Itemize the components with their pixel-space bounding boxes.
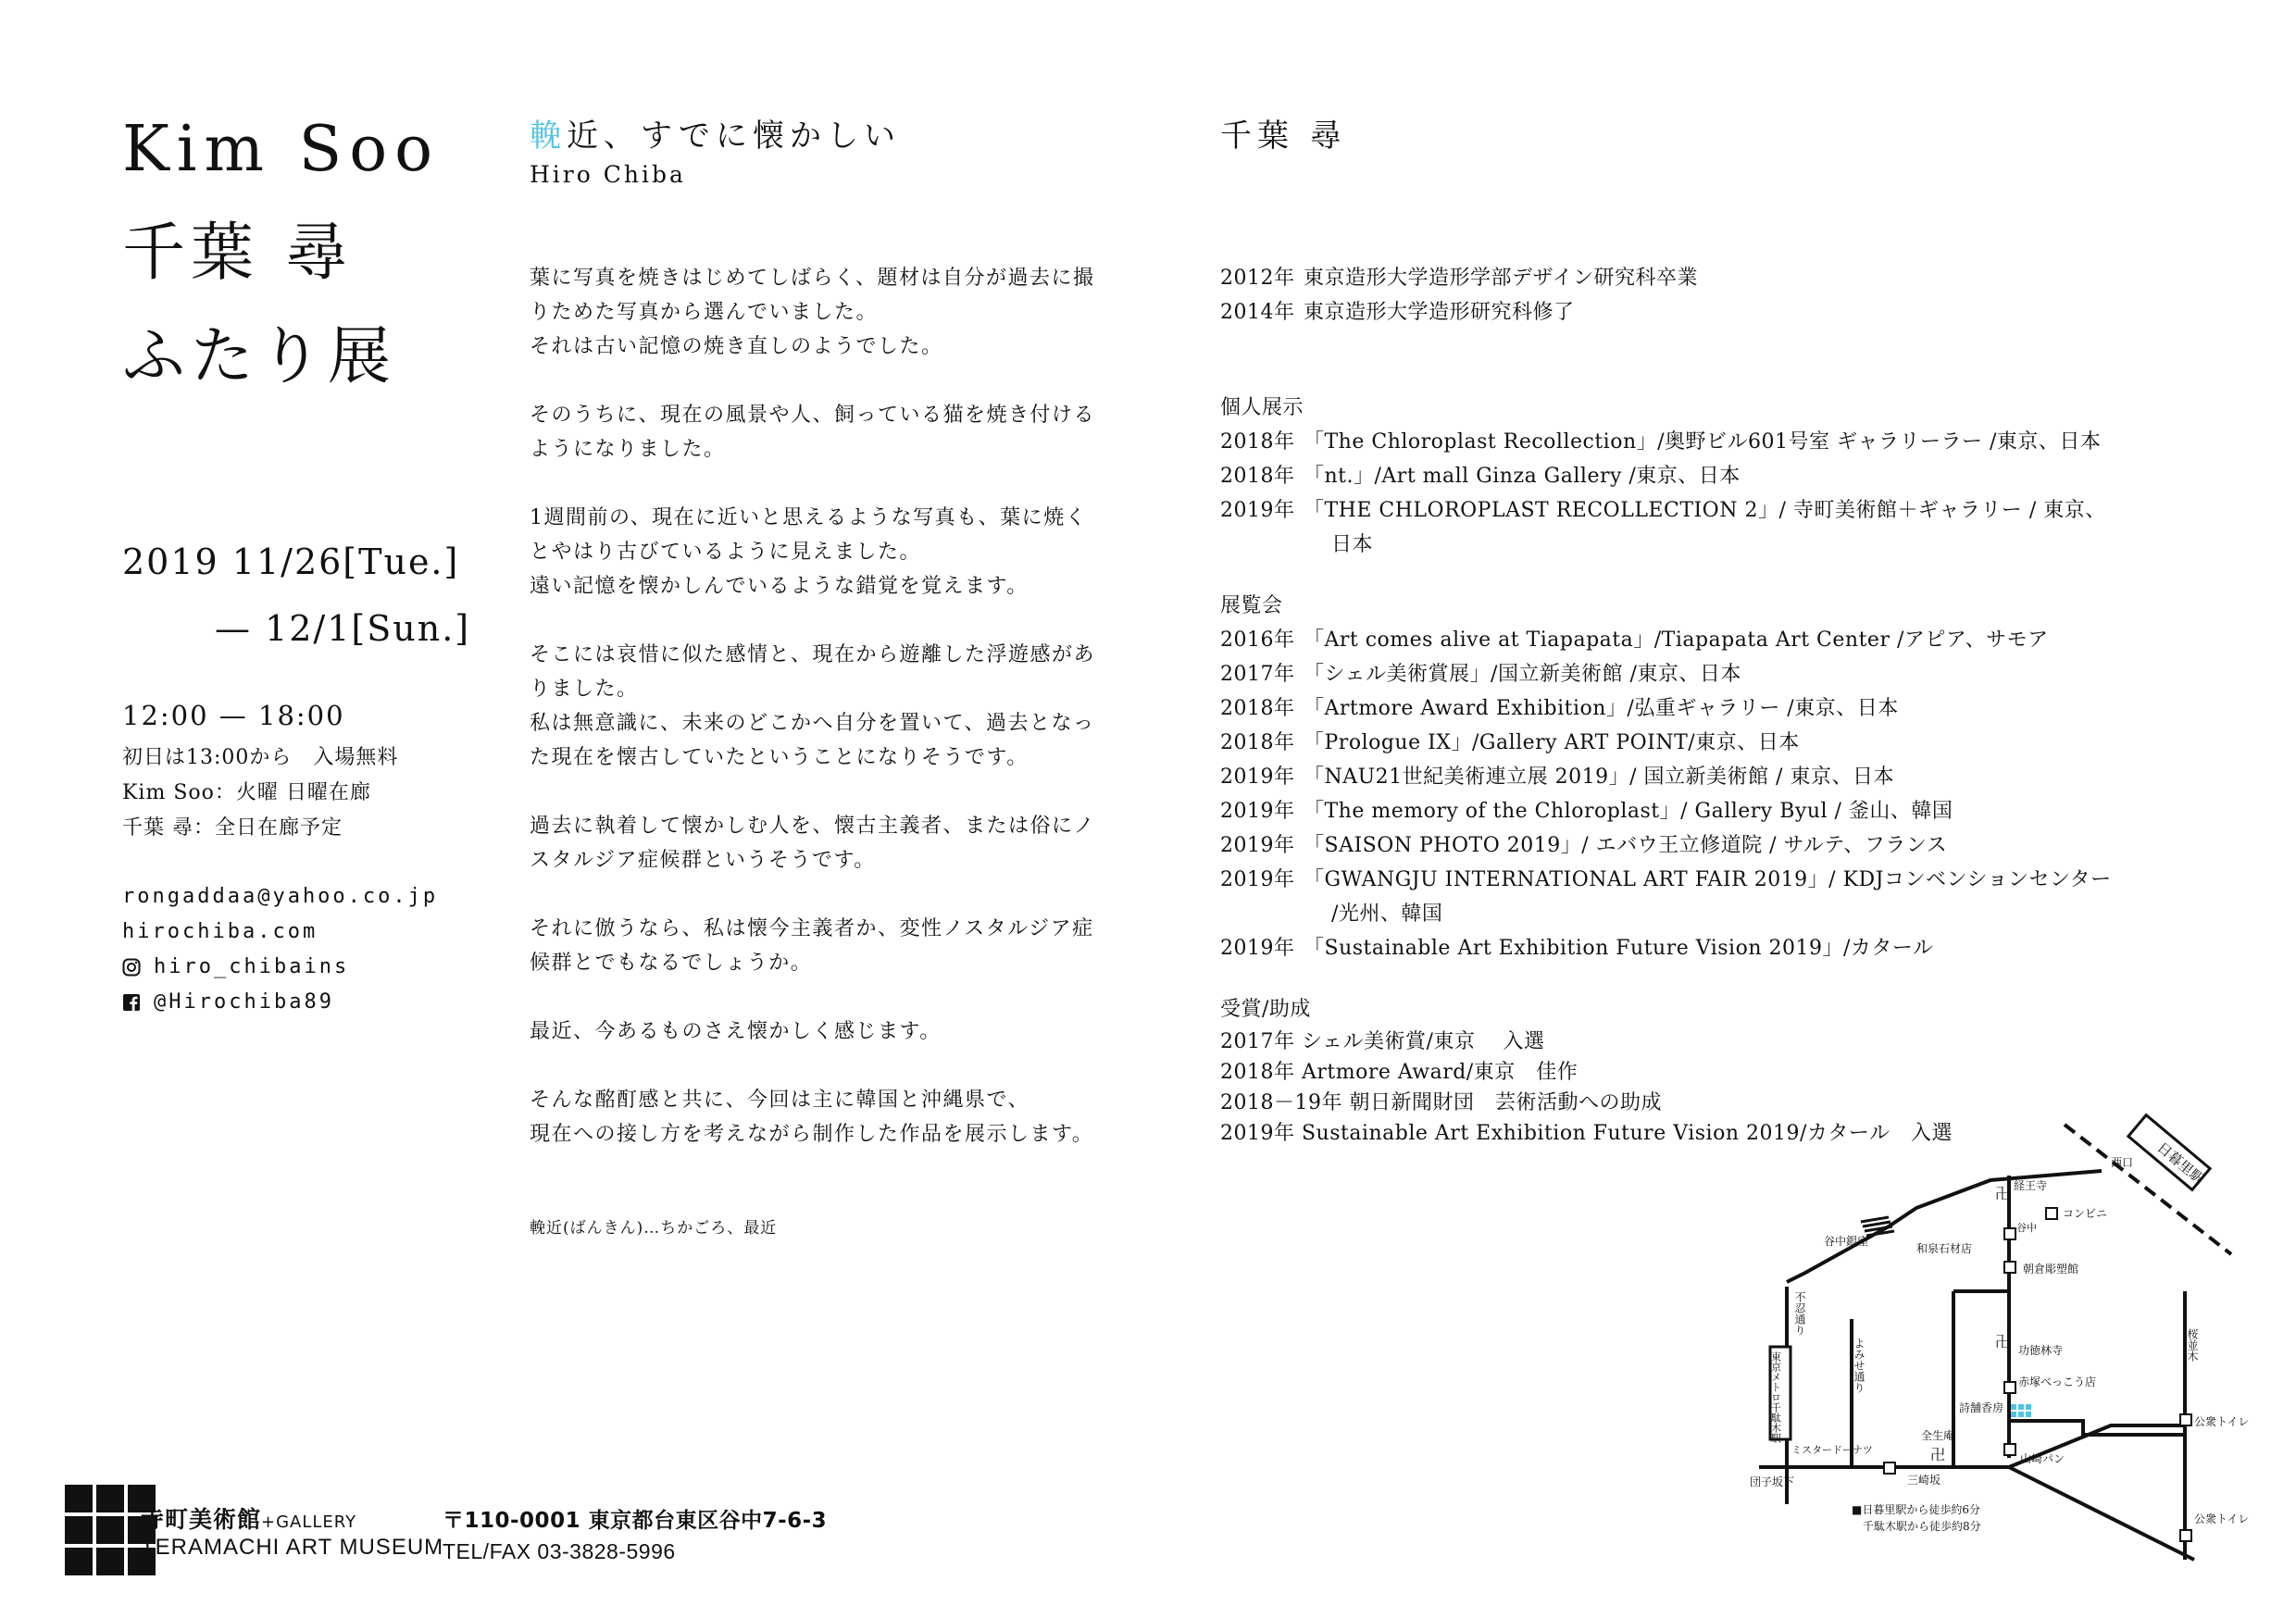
cv-entry: 2012年 東京造形大学造形学部デザイン研究科卒業 [1220, 267, 1698, 290]
essay-paragraph-5: 過去に執着して懐かしむ人を、懐古主義者、または俗にノ スタルジア症候群というそうです。 [530, 815, 1096, 872]
cv-entry: 2019年 「NAU21世紀美術連立展 2019」/ 国立新美術館 / 東京、日本 [1220, 765, 1894, 789]
svg-text:全生庵: 全生庵 [1921, 1429, 1955, 1442]
temple-icon: 卍 [1995, 1185, 2011, 1202]
svg-text:三崎坂: 三崎坂 [1907, 1474, 1941, 1487]
svg-text:朝倉彫塑館: 朝倉彫塑館 [2023, 1263, 2079, 1276]
svg-text:経王寺: 経王寺 [2014, 1179, 2048, 1192]
svg-text:西口: 西口 [2111, 1156, 2134, 1169]
email-link[interactable]: rongaddaa@yahoo.co.jp [122, 885, 439, 908]
svg-text:不忍通り: 不忍通り [1793, 1291, 1806, 1336]
exhibition-title-line-2: 千葉 尋 [122, 217, 354, 290]
essay-paragraph-6: それに倣うなら、私は懐今主義者か、変性ノスタルジア症 候群とでもなるでしょうか。 [530, 917, 1094, 975]
info-kim-soo-presence: Kim Soo：火曜 日曜在廊 [122, 781, 371, 804]
svg-text:団子坂下: 団子坂下 [1750, 1475, 1795, 1488]
temple-icons [1930, 1185, 2010, 1463]
svg-text:功徳林寺: 功徳林寺 [2018, 1344, 2064, 1357]
museum-name-jp: 寺町美術館+GALLERY [141, 1506, 357, 1533]
website-link[interactable]: hirochiba.com [122, 920, 318, 943]
cv-entry: 2019年 「GWANGJU INTERNATIONAL ART FAIR 2019」/ KDJコンベンションセンター [1220, 868, 2112, 891]
visit-info [122, 741, 398, 846]
essay-title-accent-char: 輓 [530, 118, 567, 155]
info-chiba-presence: 千葉 尋：全日在廊予定 [122, 816, 343, 840]
info-opening-day: 初日は13:00から 入場無料 [122, 746, 399, 769]
road-southeast [2009, 1467, 2194, 1560]
instagram-icon [122, 958, 141, 977]
place-markers [1884, 1208, 2191, 1541]
cv-solo-heading: 個人展示 [1220, 396, 1304, 419]
svg-text:和泉石材店: 和泉石材店 [1916, 1242, 1973, 1255]
svg-text:谷中銀座: 谷中銀座 [1824, 1235, 1869, 1248]
cv-entry: 2018年 「The Chloroplast Recollection」/奥野ビル601号室 ギャラリーラー /東京、日本 [1220, 430, 2102, 454]
svg-text:公衆トイレ: 公衆トイレ [2194, 1415, 2250, 1428]
cv-group-heading: 展覧会 [1220, 594, 1283, 617]
svg-text:■日暮里駅から徒歩約6分: ■日暮里駅から徒歩約6分 [1852, 1503, 1980, 1516]
svg-text:山崎パン: 山崎パン [2020, 1452, 2065, 1465]
museum-tel: TEL/FAX 03-3828-5996 [443, 1539, 676, 1563]
svg-text:ミスタードーナツ: ミスタードーナツ [1791, 1444, 1873, 1456]
essay-paragraph-4: そこには哀惜に似た感情と、現在から遊離した浮遊感があ りました。 私は無意識に、未来のどこかへ自分を置いて、過去となっ た現在を懐古していたということになりそうです。 [530, 643, 1096, 769]
essay-paragraph-7: 最近、今あるものさえ懐かしく感じます。 [530, 1020, 942, 1043]
cv-entry: 2019年 「THE CHLOROPLAST RECOLLECTION 2」/ 寺町美術館＋ギャラリー / 東京、 [1220, 499, 2106, 522]
essay-paragraph-8: そんな酩酊感と共に、今回は主に韓国と沖縄県で、 現在への接し方を考えながら制作した作品を展示します。 [530, 1089, 1094, 1146]
cv-entry: 2016年 「Art comes alive at Tiapapata」/Tiapapata Art Center /アピア、サモア [1220, 629, 2049, 652]
svg-text:日暮里駅: 日暮里駅 [2153, 1139, 2208, 1188]
essay-paragraph-3: 1週間前の、現在に近いと思えるような写真も、葉に焼く とやはり古びているように見えました。 遠い記憶を懐かしんでいるような錯覚を覚えます。 [530, 506, 1088, 598]
facebook-link[interactable]: @Hirochiba89 [122, 985, 438, 1020]
cv-entry-continued: /光州、韓国 [1331, 902, 1443, 926]
access-map [1750, 1125, 2250, 1578]
svg-text:赤塚べっこう店: 赤塚べっこう店 [2018, 1375, 2097, 1388]
exhibition-date-start: 2019 11/26[Tue.] [122, 541, 460, 582]
artist-name: 千葉 尋 [1220, 118, 1347, 155]
exhibition-date-end: — 12/1[Sun.] [215, 608, 471, 649]
essay-title [530, 118, 902, 155]
artist-cv [1220, 261, 2266, 1149]
svg-text:公衆トイレ: 公衆トイレ [2194, 1512, 2250, 1525]
exhibition-title-line-1: Kim Soo [122, 113, 441, 186]
svg-text:コンビニ: コンビニ [2063, 1207, 2108, 1220]
svg-text:桜並木: 桜並木 [2186, 1328, 2199, 1362]
nippori-station [2128, 1115, 2210, 1190]
cv-education [1220, 261, 2266, 330]
museum-contact [443, 1503, 827, 1564]
cv-entry-continued: 日本 [1331, 533, 1374, 556]
cv-entry: 2019年 「Sustainable Art Exhibition Future Vision 2019」/カタール [1220, 937, 1934, 960]
cv-solo-section [1220, 391, 2266, 562]
cv-group-section [1220, 589, 2266, 965]
cv-entry: 2014年 東京造形大学造形研究科修了 [1220, 301, 1575, 324]
svg-text:千駄木駅から徒歩約8分: 千駄木駅から徒歩約8分 [1863, 1520, 1981, 1533]
svg-text:よみせ通り: よみせ通り [1853, 1338, 1866, 1393]
cv-award: 2019年 Sustainable Art Exhibition Future Vision 2019/カタール 入選 [1220, 1122, 1953, 1145]
cv-entry: 2019年 「The memory of the Chloroplast」/ Gallery Byul / 釜山、韓国 [1220, 800, 1953, 823]
essay-title-rest: 近、すでに懐かしい [567, 118, 902, 155]
museum-address: 〒110-0001 東京都台東区谷中7-6-3 [443, 1509, 828, 1533]
cv-award: 2017年 シェル美術賞/東京 入選 [1220, 1030, 1545, 1053]
svg-text:詩舗香房: 詩舗香房 [1959, 1401, 2004, 1414]
temple-icon: 卍 [1995, 1333, 2011, 1350]
essay-body [530, 261, 1270, 1186]
cv-award: 2018－19年 朝日新聞財団 芸術活動への助成 [1220, 1091, 1662, 1114]
stairs-icon [1861, 1217, 1894, 1236]
cv-entry: 2018年 「Artmore Award Exhibition」/弘重ギャラリー /東京、日本 [1220, 697, 1899, 720]
cv-entry: 2018年 「Prologue IX」/Gallery ART POINT/東京、日本 [1220, 731, 1800, 754]
cv-award: 2018年 Artmore Award/東京 佳作 [1220, 1061, 1578, 1084]
temple-icon: 卍 [1930, 1446, 1946, 1463]
contact-block [122, 879, 438, 1020]
museum-name [141, 1501, 443, 1561]
essay-footnote: 輓近(ばんきん)…ちかごろ、最近 [530, 1219, 778, 1238]
cv-entry: 2017年 「シェル美術賞展」/国立新美術館 /東京、日本 [1220, 663, 1741, 686]
exhibition-title-line-3: ふたり展 [122, 320, 397, 393]
svg-text:東京メトロ千駄木駅: 東京メトロ千駄木駅 [1769, 1351, 1782, 1443]
cv-awards-heading: 受賞/助成 [1220, 998, 1311, 1021]
essay-paragraph-2: そのうちに、現在の風景や人、飼っている猫を焼き付ける ようになりました。 [530, 404, 1096, 461]
svg-text:谷中: 谷中 [2016, 1222, 2037, 1234]
instagram-link[interactable]: hiro_chibains [122, 950, 438, 985]
museum-name-en: TERAMACHI ART MUSEUM [141, 1535, 444, 1560]
museum-location-marker [2011, 1404, 2031, 1417]
cv-entry: 2018年 「nt.」/Art mall Ginza Gallery /東京、日本 [1220, 465, 1741, 488]
cv-entry: 2019年 「SAISON PHOTO 2019」/ エバウ王立修道院 / サルテ、フランス [1220, 834, 1948, 857]
opening-hours: 12:00 — 18:00 [122, 700, 345, 731]
essay-paragraph-1: 葉に写真を焼きはじめてしばらく、題材は自分が過去に撮 りためた写真から選んでいました。 それは古い記憶の焼き直しのようでした。 [530, 267, 1095, 358]
essay-author: Hiro Chiba [530, 161, 686, 188]
facebook-icon [122, 993, 141, 1012]
